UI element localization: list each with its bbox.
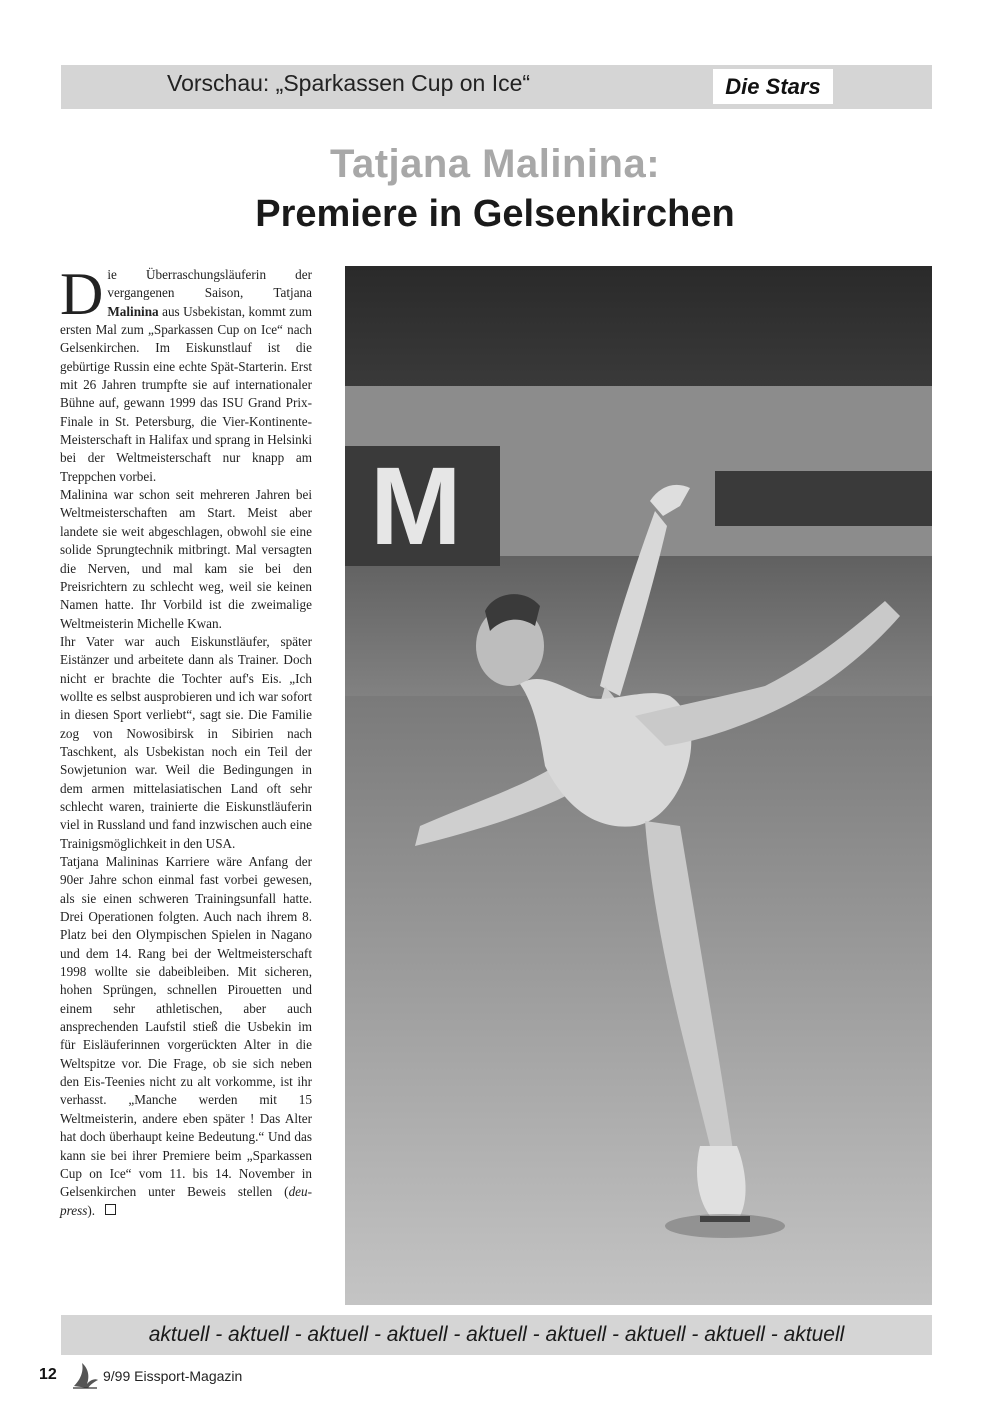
page-number: 12 [39,1366,57,1383]
article-paragraph-3: Ihr Vater war auch Eiskunstläufer, später Eistänzer und arbeitete dann als Trainer. Doch nicht er brachte die Tochter auf's Eis. „Ich wollte es selbst ausprobieren und ich war sofort in diesen Sport verliebt“, sagt sie. Die Familie zog von Nowosibirsk in Sibirien nach Taschkent, als Usbekistan noch ein Teil der Sowjetunion war. Weil die Bedingungen in dem armen mittelasiatischen Land oft sehr schlecht waren, trainierte die Eiskunstläuferin viel in Russland und fand inzwischen auch eine Trainigsmöglichkeit in den USA. [60,633,312,851]
paragraph-4-text-b: ). [87,1202,96,1218]
article-paragraph-4 [60,853,312,1220]
article-body [60,261,312,1220]
skater-photo [345,266,932,1305]
skater-photo-illustration [345,266,932,1305]
magazine-logo-icon [70,1360,100,1390]
banner-letter: M [370,445,462,568]
paragraph-4-text-a: Tatjana Malininas Karriere wäre Anfang der 90er Jahre schon einmal fast vorbei gewesen, als sie einen schweren Trainingsunfall hatte. Drei Operationen folgten. Auch nach ihrem 8. Platz bei den Olympischen Spielen in Nagano und dem 14. Rang bei der Weltmeisterschaft 1998 wollte sie dabeibleiben. Mit sicheren, hohen Sprüngen, schnellen Pirouetten und einem sehr athletischen, aber auch ansprechenden Laufstil stieß die Usbekin im für Eisläuferinnen vorgerückten Alter in die Weltspitze vor. Die Frage, ob sie sich neben den Eis-Teenies nicht zu alt vorkomme, ist ihr verhasst. „Manche werden mit 15 Weltmeisterin, andere eben später ! Das Alter hat doch überhaupt keine Bedeutung.“ Und das kann sie bei ihrer Premiere beim „Sparkassen Cup on Ice“ vom 11. bis 14. November in Gelsenkirchen unter Beweis stellen ( [60,854,312,1200]
arena-banner-right [715,471,932,526]
article-paragraph-1 [60,261,312,486]
article-paragraph-2: Malinina war schon seit mehreren Jahren bei Weltmeisterschaften am Start. Meist aber landete sie weit abgeschlagen, obwohl sie eine solide Sprungtechnik mitbringt. Mal versagten die Nerven, und mal kam sie bei den Preisrichtern zu schlecht weg, weil sie keinen Namen hatte. Ihr Vorbild ist die zweimalige Weltmeisterin Michelle Kwan. [60,487,312,631]
news-ticker: aktuell - aktuell - aktuell - aktuell - aktuell - aktuell - aktuell - aktuell - aktuell [61,1315,932,1355]
source-credit: deu-press [60,1184,312,1218]
skate-boot [697,1146,746,1216]
end-of-article-icon [105,1204,116,1215]
paragraph-1-text-a: ie Überraschungsläuferin der vergangenen Saison, Tatjana [107,267,312,301]
paragraph-1-text-b: aus Usbekistan, kommt zum ersten Mal zum „Sparkassen Cup on Ice“ nach Gelsenkirchen. Im Eiskunstlauf ist die gebürtige Russin eine echte Spät-Starterin. Erst mit 26 Jahren trumpfte sie auf internationaler Bühne auf, gewann 1999 das ISU Grand Prix-Finale in St. Petersburg, die Vier-Kontinente-Meisterschaft in Halifax und sprang in Helsinki bei der Weltmeisterschaft nur knapp am Treppchen vorbei. [60,303,312,484]
headline-name: Tatjana Malinina: [329,142,661,186]
section-tag: Die Stars [713,69,833,104]
issue-info: 9/99 Eissport-Magazin [103,1368,243,1384]
header-title: Vorschau: „Sparkassen Cup on Ice“ [167,70,531,96]
headline-subtitle: Premiere in Gelsenkirchen [255,193,735,235]
drop-cap: D [60,261,104,327]
athlete-name-bold: Malinina [107,303,159,319]
